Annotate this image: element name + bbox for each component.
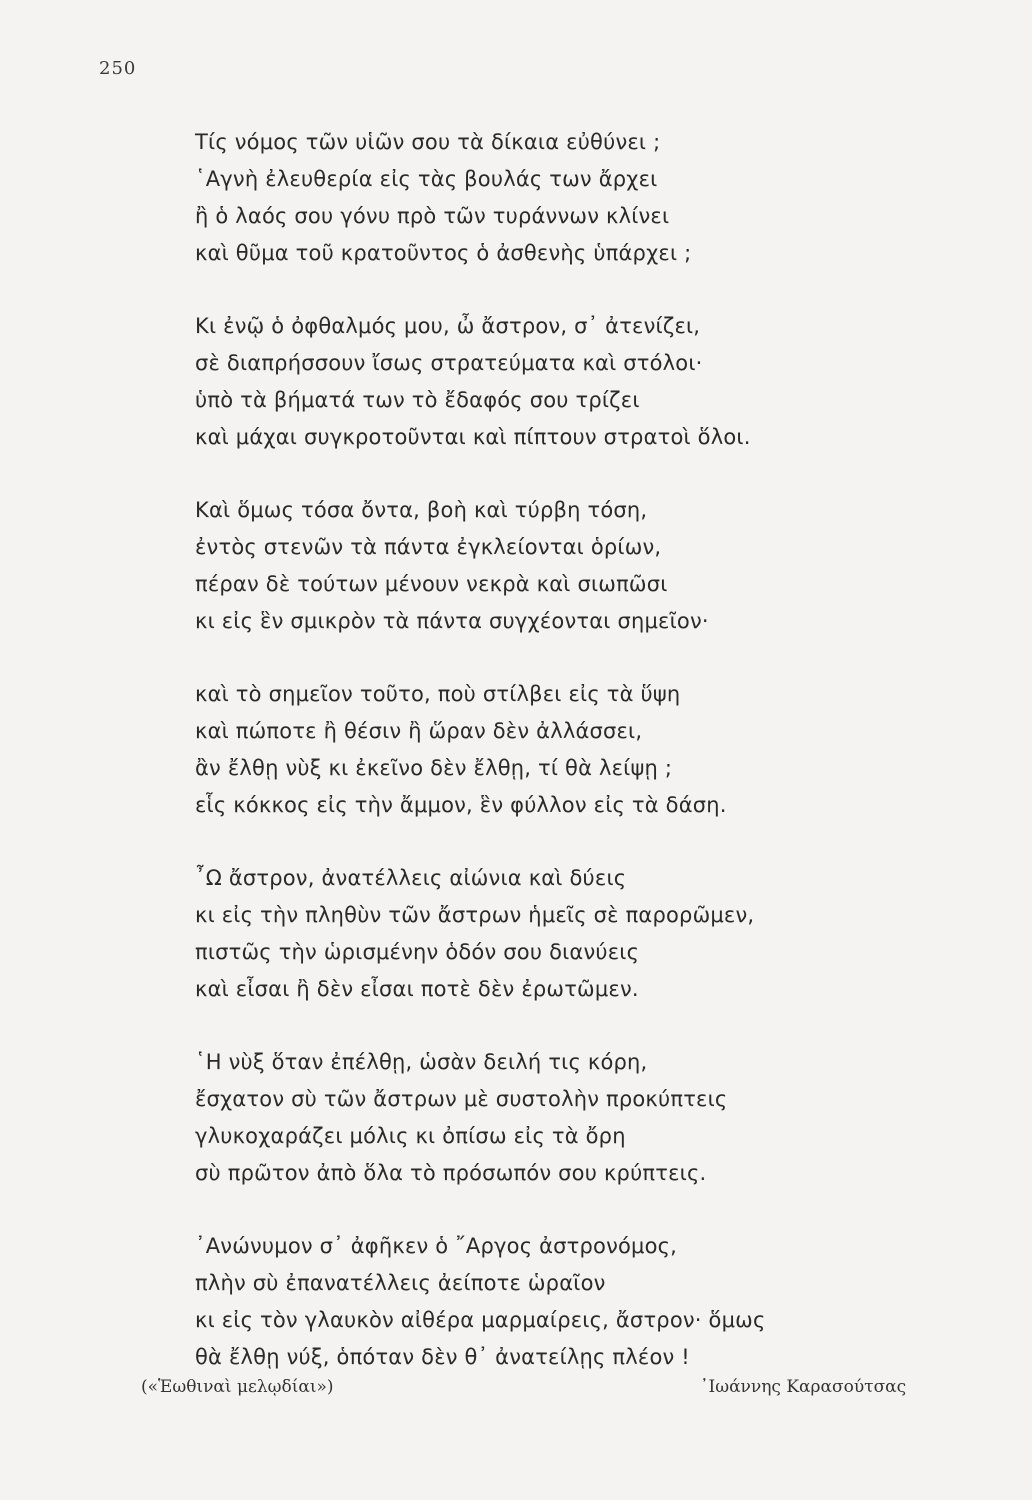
poem-line: ἐντὸς στενῶν τὰ πάντα ἐγκλείονται ὁρίων, — [195, 535, 662, 559]
stanza-6 — [195, 1044, 915, 1192]
poem-line: κι εἰς τὸν γλαυκὸν αἰθέρα μαρμαίρεις, ἄστρον· ὅμως — [195, 1308, 766, 1332]
footer — [0, 1377, 1032, 1407]
poem-line: Τίς νόμος τῶν υἱῶν σου τὰ δίκαια εὐθύνει ; — [195, 130, 661, 154]
stanza-7 — [195, 1228, 915, 1376]
poem-line: καὶ θῦμα τοῦ κρατοῦντος ὁ ἀσθενὴς ὑπάρχει ; — [195, 241, 692, 265]
poem-line: πιστῶς τὴν ὡρισμένην ὁδόν σου διανύεις — [195, 940, 640, 964]
poem-line: σὲ διαπρήσσουν ἴσως στρατεύματα καὶ στόλοι· — [195, 351, 703, 375]
poem-line: ὑπὸ τὰ βήματά των τὸ ἔδαφός σου τρίζει — [195, 388, 640, 412]
stanza-5 — [195, 860, 915, 1008]
stanza-4 — [195, 676, 915, 824]
poem-line: καὶ τὸ σημεῖον τοῦτο, ποὺ στίλβει εἰς τὰ ὕψη — [195, 682, 681, 706]
poem-line: ᾽Ανώνυμον σ᾽ ἀφῆκεν ὁ ῎Αργος ἀστρονόμος, — [195, 1234, 678, 1258]
poem-line: πλὴν σὺ ἐπανατέλλεις ἀείποτε ὡραῖον — [195, 1271, 606, 1295]
stanza-3 — [195, 492, 915, 640]
stanza-2 — [195, 308, 915, 456]
poem-line: ἂν ἔλθῃ νὺξ κι ἐκεῖνο δὲν ἔλθῃ, τί θὰ λείψῃ ; — [195, 756, 673, 780]
poem-line: καὶ μάχαι συγκροτοῦνται καὶ πίπτουν στρατοὶ ὅλοι. — [195, 425, 751, 449]
poem-line: κι εἰς ἓν σμικρὸν τὰ πάντα συγχέονται σημεῖον· — [195, 609, 709, 633]
source-citation: («Ἑωθιναὶ μελῳδίαι») — [141, 1377, 334, 1397]
poem — [195, 124, 915, 1376]
poem-line: ῾Η νὺξ ὅταν ἐπέλθῃ, ὡσὰν δειλή τις κόρη, — [195, 1050, 648, 1074]
poem-line: γλυκοχαράζει μόλις κι ὀπίσω εἰς τὰ ὄρη — [195, 1124, 626, 1148]
poem-line: καὶ εἶσαι ἢ δὲν εἶσαι ποτὲ δὲν ἐρωτῶμεν. — [195, 977, 639, 1001]
author-name: ᾽Ιωάννης Καρασούτσας — [700, 1377, 907, 1397]
poem-line: θὰ ἔλθῃ νύξ, ὁπόταν δὲν θ᾽ ἀνατείλῃς πλέον ! — [195, 1345, 690, 1369]
stanza-1 — [195, 124, 915, 272]
poem-line: καὶ πώποτε ἢ θέσιν ἢ ὥραν δὲν ἀλλάσσει, — [195, 719, 643, 743]
poem-line: σὺ πρῶτον ἀπὸ ὅλα τὸ πρόσωπόν σου κρύπτεις. — [195, 1161, 707, 1185]
poem-line: ῏Ω ἄστρον, ἀνατέλλεις αἰώνια καὶ δύεις — [195, 866, 627, 890]
poem-line: ἔσχατον σὺ τῶν ἄστρων μὲ συστολὴν προκύπτεις — [195, 1087, 728, 1111]
poem-line: ῾Αγνὴ ἐλευθερία εἰς τὰς βουλάς των ἄρχει — [195, 167, 658, 191]
poem-line: κι εἰς τὴν πληθὺν τῶν ἄστρων ἡμεῖς σὲ παρορῶμεν, — [195, 903, 755, 927]
poem-line: ἢ ὁ λαός σου γόνυ πρὸ τῶν τυράννων κλίνει — [195, 204, 670, 228]
page-number: 250 — [99, 58, 137, 79]
poem-line: Κι ἐνῷ ὁ ὀφθαλμός μου, ὦ ἄστρον, σ᾽ ἀτενίζει, — [195, 314, 701, 338]
poem-line: Καὶ ὅμως τόσα ὄντα, βοὴ καὶ τύρβη τόση, — [195, 498, 648, 522]
poem-line: εἷς κόκκος εἰς τὴν ἄμμον, ἓν φύλλον εἰς τὰ δάση. — [195, 793, 727, 817]
poem-line: πέραν δὲ τούτων μένουν νεκρὰ καὶ σιωπῶσι — [195, 572, 668, 596]
